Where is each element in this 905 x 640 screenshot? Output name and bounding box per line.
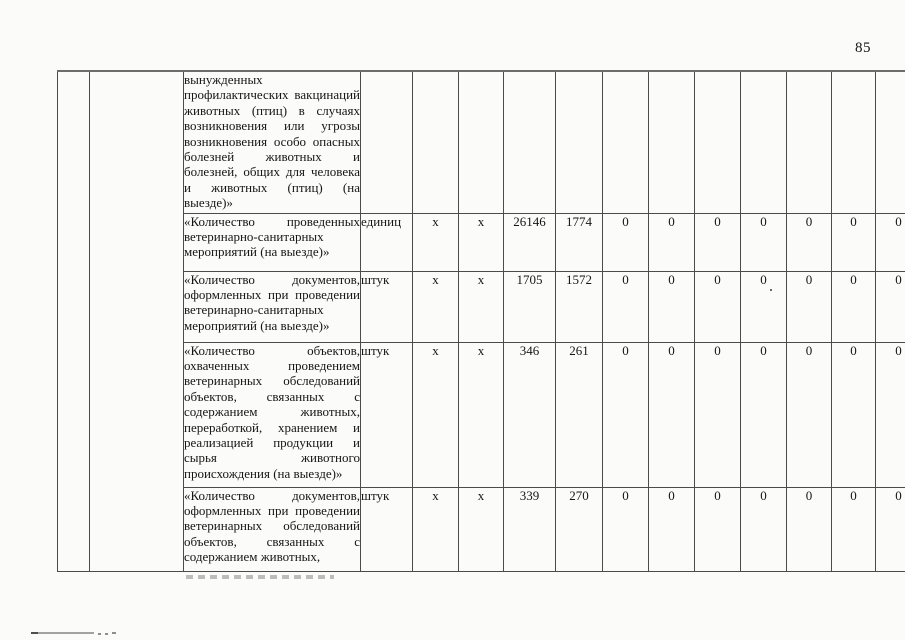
table-cell-value xyxy=(649,71,695,213)
table-cell-value: 0 xyxy=(787,213,832,271)
table-cell-unit xyxy=(361,71,413,213)
table-cell-value: 0 xyxy=(649,342,695,487)
table-cell-value xyxy=(413,71,459,213)
table-cell-value: 0 xyxy=(649,487,695,571)
table-cell-value: x xyxy=(459,213,504,271)
table-cell-value: 1774 xyxy=(556,213,603,271)
table-cell-unit: штук xyxy=(361,487,413,571)
table-cell-value xyxy=(603,71,649,213)
scan-speck-artifact xyxy=(112,632,116,634)
table-cell-value: x xyxy=(413,271,459,342)
scan-speck-artifact xyxy=(98,633,101,635)
table-row xyxy=(58,342,905,487)
scan-speck-artifact xyxy=(105,633,108,635)
table-cell-value xyxy=(741,71,787,213)
report-table xyxy=(57,70,905,572)
table-cell-value xyxy=(504,71,556,213)
table-cell-value xyxy=(695,71,741,213)
table-cell-value: 0 xyxy=(787,487,832,571)
table-cell-value: 0 xyxy=(603,271,649,342)
table-cell-value: 346 xyxy=(504,342,556,487)
table-cell-value: 0 xyxy=(832,213,876,271)
table-cell-value: 0 xyxy=(603,342,649,487)
table-row xyxy=(58,71,905,213)
footnote-rule-artifact xyxy=(31,632,94,634)
scan-speck-artifact xyxy=(770,289,772,291)
table-cell-value: 0 xyxy=(649,271,695,342)
table-cell-unit: единиц xyxy=(361,213,413,271)
table-cell-value: x xyxy=(459,487,504,571)
table-cell-value: 0 xyxy=(832,271,876,342)
table-cell-value: 0 xyxy=(832,342,876,487)
table-cell-value: 0 xyxy=(741,271,787,342)
table-cell-value: 26146 xyxy=(504,213,556,271)
table-cell-description: вынужденных профилактических вакцинаций животных (птиц) в случаях возникновения или угрозы возникновения особо опасных болезней животных и болезней, общих для человека и животных (птиц) (на выезде)» xyxy=(184,71,361,213)
table-cell-value: 0 xyxy=(695,213,741,271)
table-cell-value: 0 xyxy=(649,213,695,271)
table-cell-value: 261 xyxy=(556,342,603,487)
table-row xyxy=(58,487,905,571)
table-cell-value xyxy=(832,71,876,213)
table-cell-value xyxy=(556,71,603,213)
table-cell-value xyxy=(787,71,832,213)
table-cell-value: 0 xyxy=(603,213,649,271)
table-cell-unit: штук xyxy=(361,342,413,487)
page-number: 85 xyxy=(855,40,871,56)
table-cell-value: 0 xyxy=(741,213,787,271)
table-cell-value: 0 xyxy=(603,487,649,571)
table-cell-value: x xyxy=(413,487,459,571)
table-cell-description: «Количество документов, оформленных при проведении ветеринарных обследований объектов, связанных с содержанием животных, xyxy=(184,487,361,571)
table-cell-value: x xyxy=(413,213,459,271)
table-cell-unit: штук xyxy=(361,271,413,342)
table-cell-value: 0 xyxy=(787,271,832,342)
table-cell-value: 270 xyxy=(556,487,603,571)
table-cell-value: 0 xyxy=(876,487,905,571)
table-cell-value: 1572 xyxy=(556,271,603,342)
table-cell-value: 0 xyxy=(876,271,905,342)
table-cell-value: 0 xyxy=(695,271,741,342)
table-cell-value xyxy=(459,71,504,213)
table-cell-value: 0 xyxy=(876,213,905,271)
table-cell-value: x xyxy=(413,342,459,487)
merged-empty-cell-col1 xyxy=(58,71,90,571)
table-cell-value: x xyxy=(459,271,504,342)
table-cell-value: 0 xyxy=(695,342,741,487)
cutoff-text-smudge-artifact xyxy=(186,575,334,579)
table-cell-value: 1705 xyxy=(504,271,556,342)
table-cell-value: 0 xyxy=(876,342,905,487)
table-row xyxy=(58,271,905,342)
table-cell-value xyxy=(876,71,905,213)
table-cell-description: «Количество проведенных ветеринарно-санитарных мероприятий (на выезде)» xyxy=(184,213,361,271)
table-cell-value: 0 xyxy=(787,342,832,487)
table-cell-value: x xyxy=(459,342,504,487)
table-row xyxy=(58,213,905,271)
table-cell-value: 0 xyxy=(741,487,787,571)
table-cell-description: «Количество документов, оформленных при проведении ветеринарно-санитарных мероприятий (на выезде)» xyxy=(184,271,361,342)
merged-empty-cell-col2 xyxy=(90,71,184,571)
table-cell-description: «Количество объектов, охваченных проведением ветеринарных обследований объектов, связанных с содержанием животных, переработкой, хранением и реализацией продукции и сырья животного происхождения (на выезде)» xyxy=(184,342,361,487)
table-cell-value: 339 xyxy=(504,487,556,571)
table-cell-value: 0 xyxy=(832,487,876,571)
table-cell-value: 0 xyxy=(741,342,787,487)
table-cell-value: 0 xyxy=(695,487,741,571)
